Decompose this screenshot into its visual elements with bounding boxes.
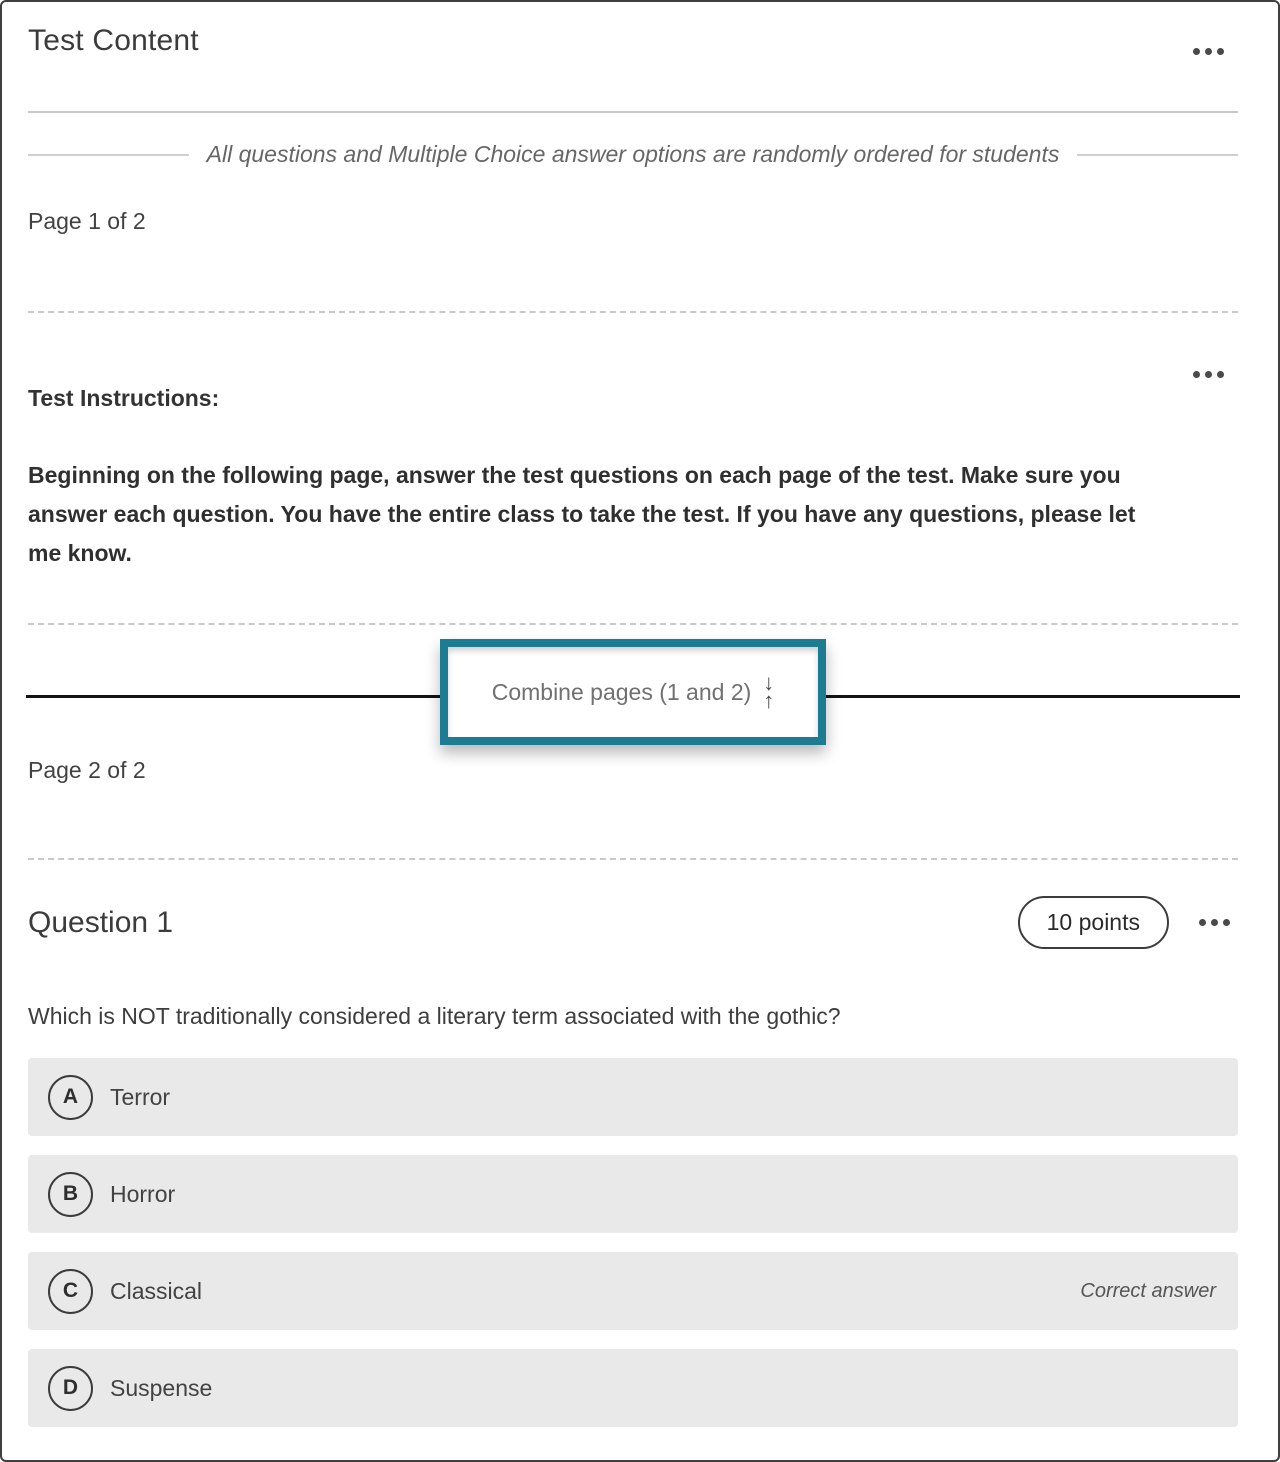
answer-options-list xyxy=(28,1058,1238,1427)
notice-text: All questions and Multiple Choice answer options are randomly ordered for students xyxy=(206,141,1060,167)
combine-pages-button[interactable] xyxy=(440,639,826,745)
page-2-label: Page 2 of 2 xyxy=(28,757,146,783)
option-letter-badge: B xyxy=(48,1172,93,1217)
option-letter-badge: C xyxy=(48,1269,93,1314)
option-letter-badge: D xyxy=(48,1366,93,1411)
combine-arrows-icon xyxy=(763,669,775,713)
page-title: Test Content xyxy=(28,24,199,57)
randomization-notice xyxy=(28,141,1238,168)
instructions-heading: Test Instructions: xyxy=(28,385,220,411)
panel-header xyxy=(28,2,1238,61)
answer-option-b[interactable] xyxy=(28,1155,1238,1233)
answer-option-c[interactable] xyxy=(28,1252,1238,1330)
question-header-actions xyxy=(1018,896,1238,949)
notice-right-line xyxy=(1077,154,1238,156)
notice-left-line xyxy=(28,154,189,156)
answer-option-a[interactable] xyxy=(28,1058,1238,1136)
page-1-label: Page 1 of 2 xyxy=(28,208,146,234)
option-text: Terror xyxy=(110,1083,171,1110)
answer-option-d[interactable] xyxy=(28,1349,1238,1427)
question-title: Question 1 xyxy=(28,905,174,939)
instructions-block xyxy=(28,313,1238,573)
question-prompt: Which is NOT traditionally considered a literary term associated with the gothic? xyxy=(28,1003,841,1029)
question-ellipsis-menu-icon[interactable] xyxy=(1197,913,1232,932)
option-letter-badge: A xyxy=(48,1075,93,1120)
instructions-body: Beginning on the following page, answer the test questions on each page of the test. Make sure you answer each question. You have the entire class to take the test. If you have any questions, please let me know. xyxy=(28,462,1136,566)
page-2-dashed-divider xyxy=(28,858,1238,860)
option-text: Horror xyxy=(110,1180,176,1207)
points-button[interactable]: 10 points xyxy=(1018,896,1169,949)
page-break-zone xyxy=(28,625,1238,761)
arrow-up-icon: ↑ xyxy=(763,688,775,713)
question-header xyxy=(28,896,1238,949)
option-text: Classical xyxy=(110,1277,203,1304)
header-divider xyxy=(28,111,1238,113)
arrow-down-icon: ↓ xyxy=(763,669,775,695)
ellipsis-menu-icon[interactable] xyxy=(1191,42,1226,61)
instructions-ellipsis-menu-icon[interactable] xyxy=(1191,365,1226,384)
combine-pages-label: Combine pages (1 and 2) xyxy=(491,678,752,705)
option-text: Suspense xyxy=(110,1374,213,1401)
correct-answer-label: Correct answer xyxy=(1080,1279,1216,1302)
